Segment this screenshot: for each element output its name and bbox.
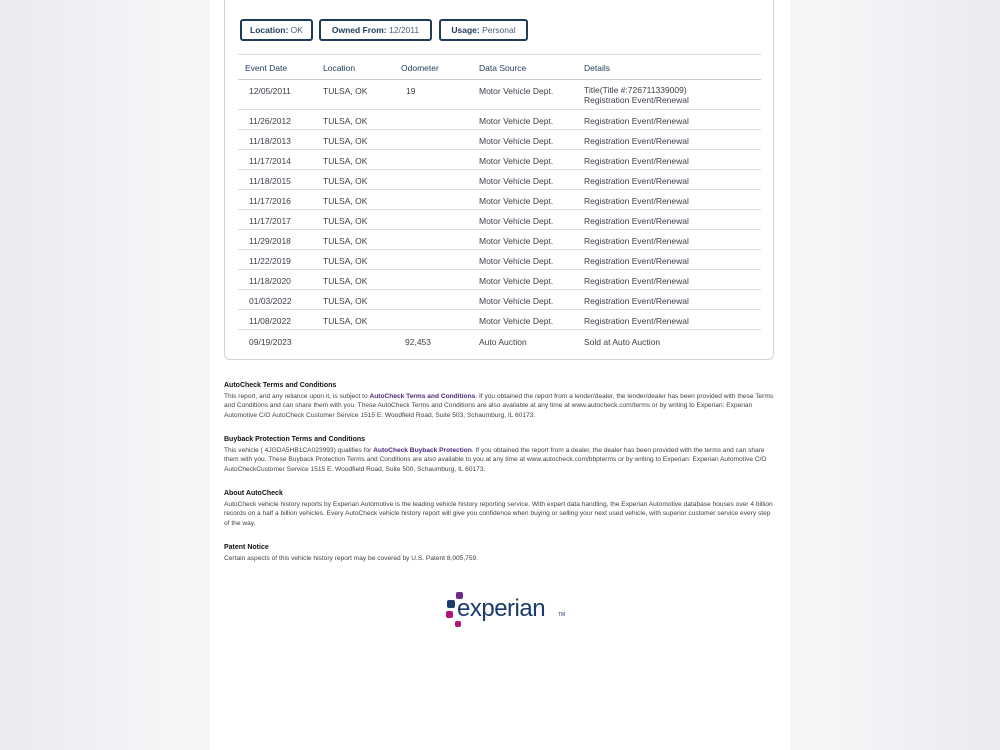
event-date-cell: 11/08/2022 [249, 316, 291, 326]
details-cell: Registration Event/Renewal [584, 196, 689, 206]
owned-from-filter-pill [319, 19, 432, 41]
patent-notice-section [224, 543, 776, 563]
details-cell: Registration Event/Renewal [584, 156, 689, 166]
event-date-cell: 11/17/2017 [249, 216, 291, 226]
table-row [238, 190, 761, 210]
location-filter-pill [240, 19, 313, 41]
data-source-cell: Motor Vehicle Dept. [479, 276, 554, 286]
table-row [238, 150, 761, 170]
data-source-cell: Motor Vehicle Dept. [479, 86, 554, 96]
about-autocheck-text: AutoCheck vehicle history reports by Experian Automotive is the leading vehicle history reporting service. With expert data handling, the Experian Automotive database houses over 4 billion records on a half a billion vehicles. Every AutoCheck vehicle history report will give you confidence when buying or selling your next used vehicle, with superior customer service every step of the way. [224, 500, 773, 527]
buyback-terms-section [224, 435, 776, 474]
table-row [238, 110, 761, 130]
header-location: Location [323, 63, 356, 73]
table-row [238, 330, 761, 352]
experian-logo [443, 592, 573, 632]
details-cell: Registration Event/Renewal [584, 116, 689, 126]
autocheck-terms-link[interactable]: AutoCheck Terms and Conditions [369, 392, 476, 400]
logo-dot-icon [447, 600, 455, 608]
data-source-cell: Motor Vehicle Dept. [479, 296, 554, 306]
odometer-cell: 19 [406, 86, 416, 96]
event-date-cell: 11/18/2013 [249, 136, 291, 146]
details-cell: Registration Event/Renewal [584, 236, 689, 246]
autocheck-terms-title: AutoCheck Terms and Conditions [224, 382, 337, 389]
about-autocheck-section [224, 489, 776, 528]
location-cell: TULSA, OK [323, 256, 368, 266]
header-details: Details [584, 63, 610, 73]
location-cell: TULSA, OK [323, 196, 368, 206]
data-source-cell: Motor Vehicle Dept. [479, 116, 554, 126]
buyback-terms-text [224, 446, 776, 475]
data-source-cell: Motor Vehicle Dept. [479, 236, 554, 246]
table-row [238, 230, 761, 250]
table-row [238, 79, 761, 110]
odometer-cell: 92,453 [405, 337, 431, 347]
data-source-cell: Auto Auction [479, 337, 527, 347]
buyback-terms-title: Buyback Protection Terms and Conditions [224, 436, 366, 443]
event-date-cell: 01/03/2022 [249, 296, 292, 306]
header-event-date: Event Date [245, 63, 288, 73]
trademark-symbol: TM [558, 612, 566, 618]
owned-from-filter-value: 12/2011 [389, 25, 420, 35]
data-source-cell: Motor Vehicle Dept. [479, 136, 554, 146]
data-source-cell: Motor Vehicle Dept. [479, 156, 554, 166]
details-cell: Registration Event/Renewal [584, 256, 689, 266]
experian-wordmark: experian [457, 595, 546, 622]
details-cell: Registration Event/Renewal [584, 316, 689, 326]
buyback-terms-post: . If you obtained the report from a dealer, the dealer has been provided with the terms and can share them with you. These Buyback Protection Terms and Conditions are also available to you at any time at www.autocheck.com/bbpterms or by writing to Experian: Experian Automotive C/O AutoCheckCustomer Service 1515 E. Woodfield Road, Suite 500, Schaumburg, IL 60173. [224, 446, 767, 473]
event-date-cell: 11/17/2016 [249, 196, 291, 206]
header-data-source: Data Source [479, 63, 527, 73]
table-row [238, 290, 761, 310]
about-autocheck-title: About AutoCheck [224, 490, 283, 497]
buyback-protection-link[interactable]: AutoCheck Buyback Protection [373, 446, 472, 454]
details-cell: Registration Event/Renewal [584, 216, 689, 226]
table-row [238, 130, 761, 150]
table-row [238, 270, 761, 290]
event-date-cell: 12/05/2011 [249, 86, 291, 96]
location-cell: TULSA, OK [323, 176, 368, 186]
location-cell: TULSA, OK [323, 136, 368, 146]
autocheck-terms-text [224, 392, 776, 421]
location-cell: TULSA, OK [323, 86, 368, 96]
location-cell: TULSA, OK [323, 316, 368, 326]
location-cell: TULSA, OK [323, 236, 368, 246]
event-date-cell: 09/19/2023 [249, 337, 292, 347]
event-date-cell: 11/18/2015 [249, 176, 291, 186]
table-row [238, 310, 761, 330]
data-source-cell: Motor Vehicle Dept. [479, 316, 554, 326]
details-cell: Registration Event/Renewal [584, 136, 689, 146]
owned-from-filter-label: Owned From: [331, 25, 387, 35]
location-cell: TULSA, OK [323, 156, 368, 166]
data-source-cell: Motor Vehicle Dept. [479, 196, 554, 206]
buyback-terms-pre: This vehicle ( 4JGDA5HB1CA023993) qualifies for [224, 446, 374, 454]
autocheck-terms-post: . If you obtained the report from a lender/dealer, the lender/dealer has been provided with these Terms and Conditions and can share them with you. These AutoCheck Terms and Conditions are also available at any time at www.autocheck.com/terms or by writing to Experian: Experian Automotive C/O AutoCheck Customer Service 1515 E. Woodfield Road, Suite 503, Schaumburg, IL 60173. [224, 392, 774, 419]
table-row [238, 250, 761, 270]
location-cell: TULSA, OK [323, 116, 368, 126]
history-table-header [238, 54, 761, 80]
details-registration-text: Registration Event/Renewal [584, 95, 689, 105]
patent-notice-title: Patent Notice [224, 544, 269, 551]
autocheck-terms-pre: This report, and any reliance upon it, is subject to [224, 392, 370, 400]
details-cell: Registration Event/Renewal [584, 276, 689, 286]
data-source-cell: Motor Vehicle Dept. [479, 256, 554, 266]
table-row [238, 170, 761, 190]
patent-notice-text: Certain aspects of this vehicle history report may be covered by U.S. Patent 8,005,759. [224, 554, 478, 562]
data-source-cell: Motor Vehicle Dept. [479, 176, 554, 186]
logo-dot-icon [446, 611, 453, 618]
location-cell: TULSA, OK [323, 296, 368, 306]
event-date-cell: 11/18/2020 [249, 276, 291, 286]
table-row [238, 210, 761, 230]
details-title-text: Title(Title #:726711339009) [584, 85, 687, 95]
event-date-cell: 11/29/2018 [249, 236, 291, 246]
usage-filter-label: Usage: [451, 25, 480, 35]
location-filter-value: OK [290, 25, 303, 35]
event-date-cell: 11/22/2019 [249, 256, 291, 266]
details-cell [584, 85, 689, 105]
usage-filter-value: Personal [482, 25, 516, 35]
event-date-cell: 11/26/2012 [249, 116, 291, 126]
location-cell: TULSA, OK [323, 216, 368, 226]
location-cell: TULSA, OK [323, 276, 368, 286]
details-cell: Registration Event/Renewal [584, 296, 689, 306]
header-odometer: Odometer [401, 63, 439, 73]
data-source-cell: Motor Vehicle Dept. [479, 216, 554, 226]
details-cell: Registration Event/Renewal [584, 176, 689, 186]
event-date-cell: 11/17/2014 [249, 156, 291, 166]
details-cell: Sold at Auto Auction [584, 337, 661, 347]
autocheck-terms-section [224, 381, 776, 420]
usage-filter-pill [439, 19, 528, 41]
location-filter-label: Location: [250, 25, 289, 35]
